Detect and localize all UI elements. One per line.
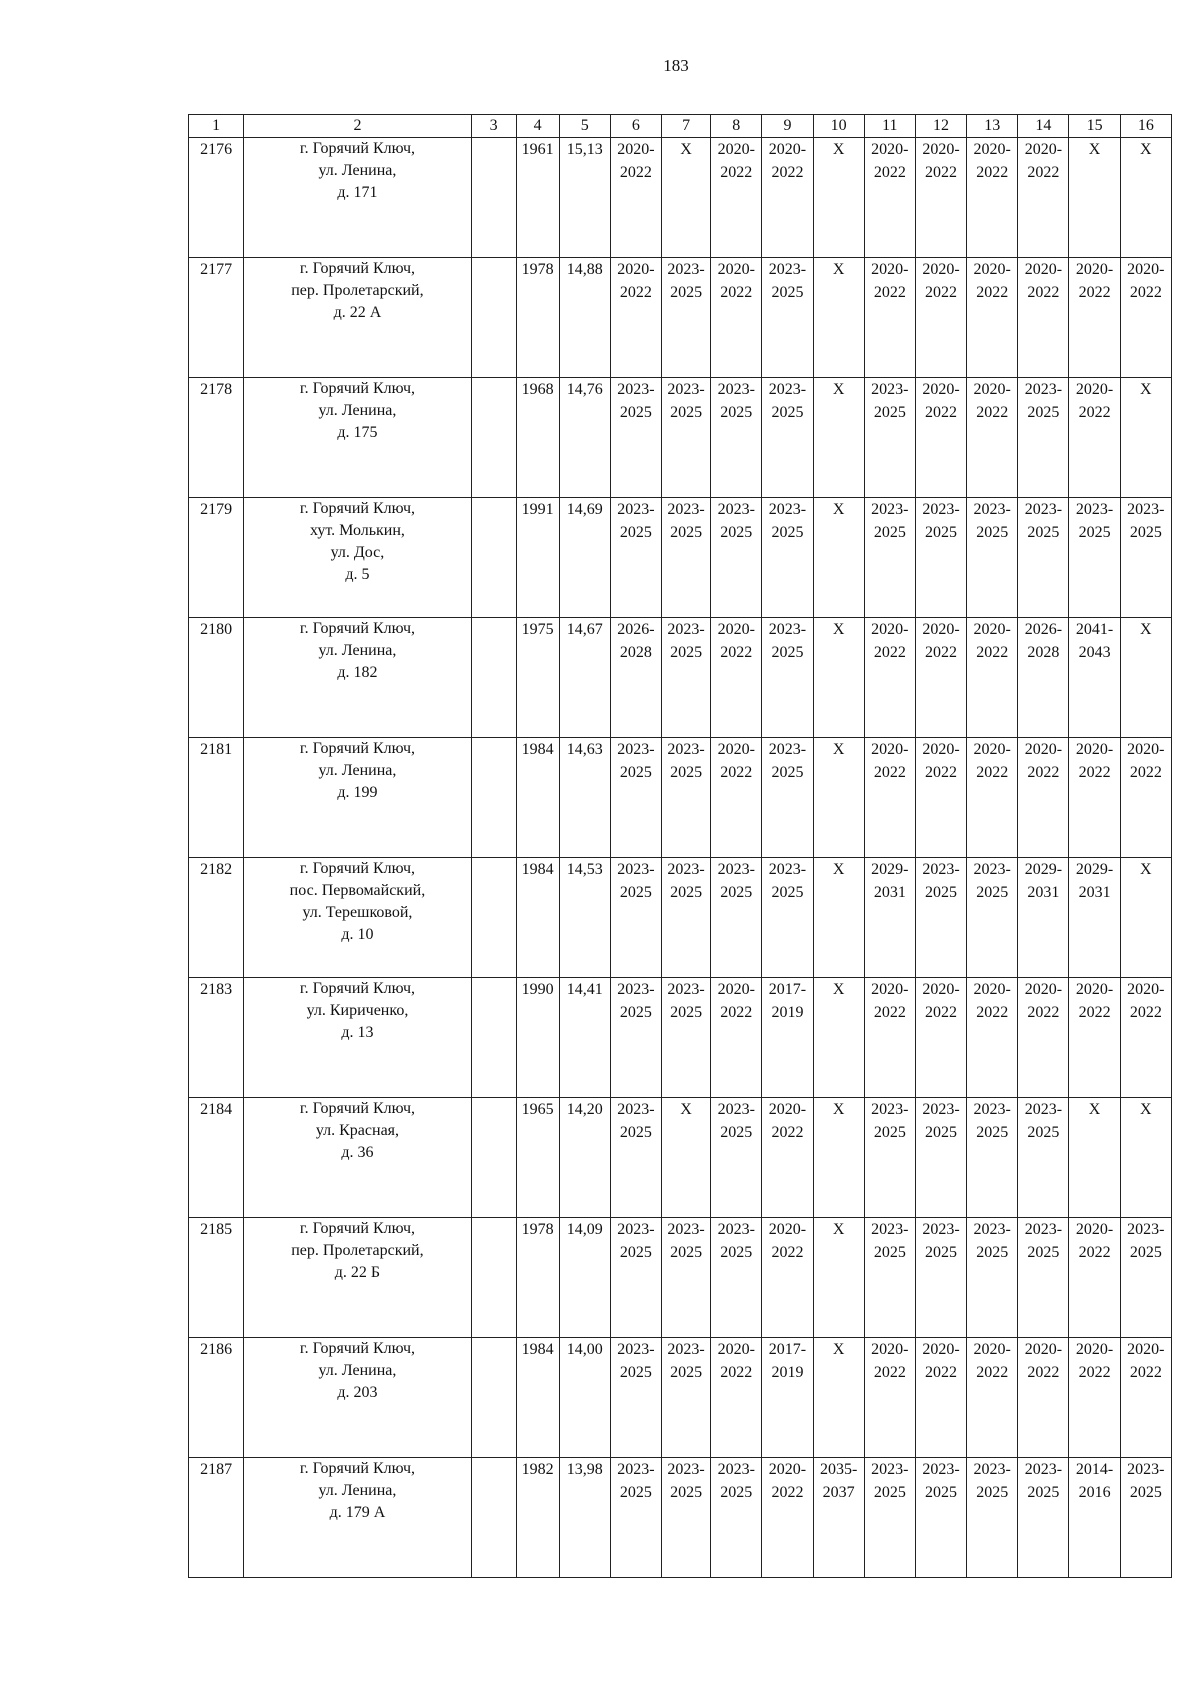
period-cell: X xyxy=(813,978,864,1098)
column-header-15: 15 xyxy=(1069,115,1120,138)
period-cell: X xyxy=(1069,138,1120,258)
period-cell: 2020- 2022 xyxy=(711,738,762,858)
address-cell xyxy=(244,738,471,858)
year-cell: 1978 xyxy=(516,1218,559,1338)
address-cell xyxy=(244,1458,471,1578)
period-cell: 2020- 2022 xyxy=(1069,1338,1120,1458)
column-3-cell xyxy=(471,138,516,258)
address-line: г. Горячий Ключ, xyxy=(299,980,416,997)
period-cell: 2023- 2025 xyxy=(1069,498,1120,618)
column-3-cell xyxy=(471,1458,516,1578)
period-cell: 2026- 2028 xyxy=(610,618,661,738)
address-line: пос. Первомайский, xyxy=(289,882,426,899)
period-cell: 2023- 2025 xyxy=(610,858,661,978)
year-cell: 1968 xyxy=(516,378,559,498)
column-header-11: 11 xyxy=(864,115,915,138)
address-line: д. 5 xyxy=(345,566,370,583)
value-cell: 14,20 xyxy=(559,1098,610,1218)
period-cell: 2023- 2025 xyxy=(967,1218,1018,1338)
value-cell: 15,13 xyxy=(559,138,610,258)
period-cell: 2023- 2025 xyxy=(762,618,813,738)
year-cell: 1984 xyxy=(516,738,559,858)
period-cell: 2020- 2022 xyxy=(967,978,1018,1098)
period-cell: 2023- 2025 xyxy=(762,258,813,378)
address-cell xyxy=(244,138,471,258)
table-row xyxy=(189,858,1172,978)
period-cell: 2023- 2025 xyxy=(711,858,762,978)
address-line: д. 22 Б xyxy=(334,1264,381,1281)
period-cell: 2023- 2025 xyxy=(762,858,813,978)
period-cell: 2020- 2022 xyxy=(1069,738,1120,858)
address-line: хут. Молькин, xyxy=(309,522,405,539)
period-cell: 2014- 2016 xyxy=(1069,1458,1120,1578)
period-cell: 2023- 2025 xyxy=(711,378,762,498)
period-cell: X xyxy=(813,138,864,258)
period-cell: 2020- 2022 xyxy=(610,138,661,258)
value-cell: 13,98 xyxy=(559,1458,610,1578)
period-cell: 2020- 2022 xyxy=(967,618,1018,738)
address-line: ул. Ленина, xyxy=(318,162,397,179)
period-cell: 2020- 2022 xyxy=(1018,1338,1069,1458)
period-cell: X xyxy=(813,738,864,858)
address-line: ул. Кириченко, xyxy=(306,1002,409,1019)
row-number: 2187 xyxy=(189,1458,244,1578)
column-header-16: 16 xyxy=(1120,115,1171,138)
column-header-1: 1 xyxy=(189,115,244,138)
column-3-cell xyxy=(471,978,516,1098)
address-cell xyxy=(244,618,471,738)
address-line: пер. Пролетарский, xyxy=(291,282,424,299)
address-line: д. 179 А xyxy=(329,1504,386,1521)
period-cell: X xyxy=(813,498,864,618)
column-3-cell xyxy=(471,1098,516,1218)
column-header-12: 12 xyxy=(915,115,966,138)
row-number: 2176 xyxy=(189,138,244,258)
period-cell: 2023- 2025 xyxy=(915,498,966,618)
period-cell: X xyxy=(1120,138,1171,258)
row-number: 2181 xyxy=(189,738,244,858)
period-cell: 2020- 2022 xyxy=(915,738,966,858)
period-cell: 2023- 2025 xyxy=(1120,1458,1171,1578)
period-cell: 2020- 2022 xyxy=(762,138,813,258)
value-cell: 14,00 xyxy=(559,1338,610,1458)
period-cell: 2020- 2022 xyxy=(1120,978,1171,1098)
period-cell: 2023- 2025 xyxy=(610,978,661,1098)
address-line: д. 22 А xyxy=(333,304,382,321)
address-line: г. Горячий Ключ, xyxy=(299,380,416,397)
column-header-7: 7 xyxy=(662,115,711,138)
period-cell: X xyxy=(1120,858,1171,978)
value-cell: 14,41 xyxy=(559,978,610,1098)
column-header-5: 5 xyxy=(559,115,610,138)
period-cell: 2017- 2019 xyxy=(762,1338,813,1458)
address-line: д. 175 xyxy=(337,424,378,441)
value-cell: 14,67 xyxy=(559,618,610,738)
column-3-cell xyxy=(471,738,516,858)
period-cell: 2020- 2022 xyxy=(1069,378,1120,498)
column-header-2: 2 xyxy=(244,115,471,138)
address-line: г. Горячий Ключ, xyxy=(299,860,416,877)
table-body xyxy=(189,138,1172,1578)
value-cell: 14,69 xyxy=(559,498,610,618)
period-cell: 2020- 2022 xyxy=(1018,138,1069,258)
period-cell: X xyxy=(1120,1098,1171,1218)
period-cell: X xyxy=(662,1098,711,1218)
period-cell: 2023- 2025 xyxy=(915,1218,966,1338)
address-line: г. Горячий Ключ, xyxy=(299,1460,416,1477)
period-cell: 2020- 2022 xyxy=(915,1338,966,1458)
period-cell: 2020- 2022 xyxy=(762,1098,813,1218)
row-number: 2182 xyxy=(189,858,244,978)
period-cell: X xyxy=(813,258,864,378)
value-cell: 14,76 xyxy=(559,378,610,498)
page-number: 183 xyxy=(663,56,689,75)
column-header-8: 8 xyxy=(711,115,762,138)
period-cell: 2020- 2022 xyxy=(967,258,1018,378)
period-cell: 2020- 2022 xyxy=(967,378,1018,498)
period-cell: 2020- 2022 xyxy=(762,1458,813,1578)
year-cell: 1975 xyxy=(516,618,559,738)
period-cell: 2020- 2022 xyxy=(711,1338,762,1458)
period-cell: 2020- 2022 xyxy=(1120,738,1171,858)
period-cell: 2023- 2025 xyxy=(610,498,661,618)
address-line: ул. Красная, xyxy=(315,1122,400,1139)
year-cell: 1965 xyxy=(516,1098,559,1218)
period-cell: 2020- 2022 xyxy=(711,138,762,258)
year-cell: 1984 xyxy=(516,858,559,978)
column-3-cell xyxy=(471,1338,516,1458)
period-cell: 2020- 2022 xyxy=(1018,978,1069,1098)
period-cell: 2023- 2025 xyxy=(1018,1098,1069,1218)
period-cell: 2023- 2025 xyxy=(1018,498,1069,618)
address-line: г. Горячий Ключ, xyxy=(299,1100,416,1117)
period-cell: 2023- 2025 xyxy=(915,1098,966,1218)
table-row xyxy=(189,138,1172,258)
table-row xyxy=(189,978,1172,1098)
period-cell: X xyxy=(1069,1098,1120,1218)
value-cell: 14,53 xyxy=(559,858,610,978)
year-cell: 1961 xyxy=(516,138,559,258)
period-cell: 2020- 2022 xyxy=(915,618,966,738)
column-3-cell xyxy=(471,1218,516,1338)
table-row xyxy=(189,1098,1172,1218)
address-line: ул. Дос, xyxy=(330,544,385,561)
address-line: д. 13 xyxy=(341,1024,374,1041)
period-cell: 2023- 2025 xyxy=(864,378,915,498)
address-line: д. 10 xyxy=(341,926,374,943)
table-row xyxy=(189,1458,1172,1578)
row-number: 2185 xyxy=(189,1218,244,1338)
address-line: г. Горячий Ключ, xyxy=(299,740,416,757)
period-cell: 2023- 2025 xyxy=(762,498,813,618)
address-line: ул. Ленина, xyxy=(318,1362,397,1379)
row-number: 2180 xyxy=(189,618,244,738)
address-line: ул. Ленина, xyxy=(318,1482,397,1499)
row-number: 2183 xyxy=(189,978,244,1098)
address-line: д. 199 xyxy=(337,784,378,801)
period-cell: 2020- 2022 xyxy=(1069,978,1120,1098)
year-cell: 1978 xyxy=(516,258,559,378)
period-cell: X xyxy=(813,1218,864,1338)
period-cell: 2023- 2025 xyxy=(1120,498,1171,618)
period-cell: 2023- 2025 xyxy=(662,1458,711,1578)
period-cell: X xyxy=(1120,618,1171,738)
column-header-9: 9 xyxy=(762,115,813,138)
address-line: д. 182 xyxy=(337,664,378,681)
table-row xyxy=(189,258,1172,378)
period-cell: 2020- 2022 xyxy=(915,258,966,378)
period-cell: 2020- 2022 xyxy=(967,738,1018,858)
address-line: г. Горячий Ключ, xyxy=(299,500,416,517)
year-cell: 1982 xyxy=(516,1458,559,1578)
column-header-13: 13 xyxy=(967,115,1018,138)
period-cell: 2023- 2025 xyxy=(662,978,711,1098)
period-cell: 2023- 2025 xyxy=(1018,378,1069,498)
period-cell: 2023- 2025 xyxy=(662,498,711,618)
address-line: д. 36 xyxy=(341,1144,374,1161)
column-3-cell xyxy=(471,498,516,618)
value-cell: 14,09 xyxy=(559,1218,610,1338)
address-cell xyxy=(244,1098,471,1218)
period-cell: 2023- 2025 xyxy=(711,498,762,618)
address-line: г. Горячий Ключ, xyxy=(299,260,416,277)
table-row xyxy=(189,1218,1172,1338)
period-cell: X xyxy=(813,618,864,738)
table-row xyxy=(189,618,1172,738)
period-cell: 2020- 2022 xyxy=(915,138,966,258)
period-cell: 2017- 2019 xyxy=(762,978,813,1098)
period-cell: 2020- 2022 xyxy=(762,1218,813,1338)
year-cell: 1991 xyxy=(516,498,559,618)
address-line: г. Горячий Ключ, xyxy=(299,1220,416,1237)
period-cell: 2029- 2031 xyxy=(864,858,915,978)
period-cell: 2020- 2022 xyxy=(1018,738,1069,858)
period-cell: 2023- 2025 xyxy=(864,1458,915,1578)
period-cell: 2035- 2037 xyxy=(813,1458,864,1578)
header-row xyxy=(189,115,1172,138)
row-number: 2179 xyxy=(189,498,244,618)
period-cell: 2023- 2025 xyxy=(662,378,711,498)
period-cell: 2020- 2022 xyxy=(864,738,915,858)
table-row xyxy=(189,378,1172,498)
row-number: 2184 xyxy=(189,1098,244,1218)
period-cell: 2023- 2025 xyxy=(864,1098,915,1218)
year-cell: 1984 xyxy=(516,1338,559,1458)
period-cell: 2023- 2025 xyxy=(967,858,1018,978)
period-cell: 2023- 2025 xyxy=(662,1338,711,1458)
period-cell: 2041- 2043 xyxy=(1069,618,1120,738)
period-cell: 2020- 2022 xyxy=(864,1338,915,1458)
period-cell: X xyxy=(813,1098,864,1218)
period-cell: 2026- 2028 xyxy=(1018,618,1069,738)
period-cell: 2023- 2025 xyxy=(711,1458,762,1578)
period-cell: 2023- 2025 xyxy=(610,1338,661,1458)
address-line: ул. Ленина, xyxy=(318,642,397,659)
column-header-6: 6 xyxy=(610,115,661,138)
period-cell: 2023- 2025 xyxy=(915,1458,966,1578)
period-cell: 2023- 2025 xyxy=(711,1218,762,1338)
address-line: д. 171 xyxy=(337,184,378,201)
row-number: 2186 xyxy=(189,1338,244,1458)
address-line: ул. Терешковой, xyxy=(302,904,413,921)
period-cell: 2023- 2025 xyxy=(762,378,813,498)
column-3-cell xyxy=(471,858,516,978)
address-cell xyxy=(244,978,471,1098)
period-cell: X xyxy=(813,858,864,978)
value-cell: 14,63 xyxy=(559,738,610,858)
period-cell: 2020- 2022 xyxy=(711,258,762,378)
period-cell: 2020- 2022 xyxy=(711,978,762,1098)
housing-register-table xyxy=(188,114,1172,1578)
address-line: пер. Пролетарский, xyxy=(291,1242,424,1259)
table-row xyxy=(189,498,1172,618)
period-cell: X xyxy=(813,1338,864,1458)
period-cell: 2020- 2022 xyxy=(864,258,915,378)
period-cell: 2020- 2022 xyxy=(864,618,915,738)
address-cell xyxy=(244,378,471,498)
period-cell: 2020- 2022 xyxy=(610,258,661,378)
address-line: г. Горячий Ключ, xyxy=(299,1340,416,1357)
address-line: ул. Ленина, xyxy=(318,762,397,779)
period-cell: 2023- 2025 xyxy=(915,858,966,978)
value-cell: 14,88 xyxy=(559,258,610,378)
period-cell: X xyxy=(1120,378,1171,498)
period-cell: 2023- 2025 xyxy=(662,618,711,738)
period-cell: X xyxy=(662,138,711,258)
row-number: 2178 xyxy=(189,378,244,498)
column-header-14: 14 xyxy=(1018,115,1069,138)
address-line: д. 203 xyxy=(337,1384,378,1401)
address-cell xyxy=(244,498,471,618)
period-cell: 2023- 2025 xyxy=(610,378,661,498)
period-cell: 2020- 2022 xyxy=(1120,258,1171,378)
period-cell: 2023- 2025 xyxy=(662,738,711,858)
column-3-cell xyxy=(471,618,516,738)
period-cell: 2020- 2022 xyxy=(711,618,762,738)
period-cell: 2029- 2031 xyxy=(1018,858,1069,978)
column-header-3: 3 xyxy=(471,115,516,138)
period-cell: 2020- 2022 xyxy=(864,978,915,1098)
period-cell: X xyxy=(813,378,864,498)
period-cell: 2023- 2025 xyxy=(711,1098,762,1218)
address-line: г. Горячий Ключ, xyxy=(299,140,416,157)
period-cell: 2023- 2025 xyxy=(1120,1218,1171,1338)
period-cell: 2020- 2022 xyxy=(864,138,915,258)
column-3-cell xyxy=(471,378,516,498)
period-cell: 2023- 2025 xyxy=(864,498,915,618)
period-cell: 2023- 2025 xyxy=(610,1098,661,1218)
period-cell: 2023- 2025 xyxy=(1018,1458,1069,1578)
table-row xyxy=(189,1338,1172,1458)
period-cell: 2023- 2025 xyxy=(762,738,813,858)
address-line: г. Горячий Ключ, xyxy=(299,620,416,637)
year-cell: 1990 xyxy=(516,978,559,1098)
address-cell xyxy=(244,1218,471,1338)
period-cell: 2023- 2025 xyxy=(662,1218,711,1338)
period-cell: 2020- 2022 xyxy=(1069,258,1120,378)
address-cell xyxy=(244,258,471,378)
period-cell: 2023- 2025 xyxy=(662,258,711,378)
period-cell: 2023- 2025 xyxy=(610,1218,661,1338)
column-header-10: 10 xyxy=(813,115,864,138)
column-3-cell xyxy=(471,258,516,378)
period-cell: 2023- 2025 xyxy=(610,738,661,858)
period-cell: 2023- 2025 xyxy=(1018,1218,1069,1338)
period-cell: 2023- 2025 xyxy=(967,498,1018,618)
period-cell: 2020- 2022 xyxy=(967,138,1018,258)
table-row xyxy=(189,738,1172,858)
period-cell: 2023- 2025 xyxy=(967,1458,1018,1578)
period-cell: 2020- 2022 xyxy=(967,1338,1018,1458)
address-cell xyxy=(244,858,471,978)
period-cell: 2023- 2025 xyxy=(864,1218,915,1338)
period-cell: 2023- 2025 xyxy=(610,1458,661,1578)
period-cell: 2023- 2025 xyxy=(967,1098,1018,1218)
period-cell: 2020- 2022 xyxy=(1018,258,1069,378)
period-cell: 2029- 2031 xyxy=(1069,858,1120,978)
row-number: 2177 xyxy=(189,258,244,378)
address-cell xyxy=(244,1338,471,1458)
period-cell: 2020- 2022 xyxy=(1069,1218,1120,1338)
period-cell: 2020- 2022 xyxy=(915,378,966,498)
period-cell: 2023- 2025 xyxy=(662,858,711,978)
address-line: ул. Ленина, xyxy=(318,402,397,419)
column-header-4: 4 xyxy=(516,115,559,138)
period-cell: 2020- 2022 xyxy=(915,978,966,1098)
period-cell: 2020- 2022 xyxy=(1120,1338,1171,1458)
